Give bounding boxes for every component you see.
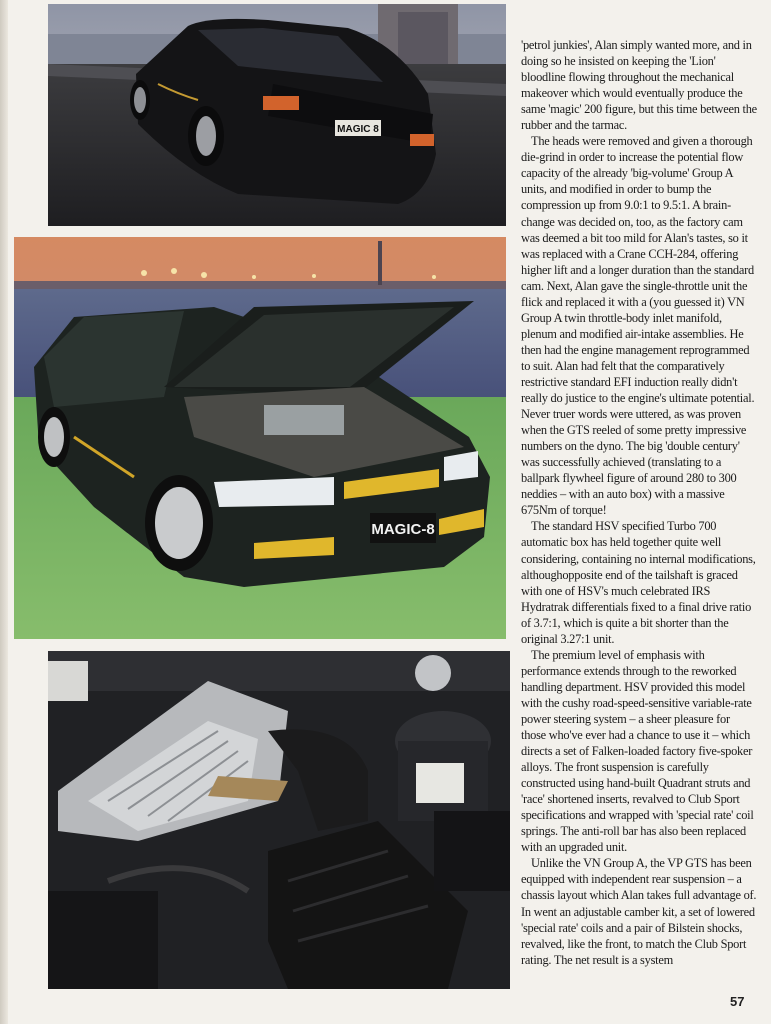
photo-car-rear	[48, 4, 506, 226]
article-paragraph: The premium level of emphasis with performance extends through to the reworked handling department. HSV provided this model with the cushy road-speed-sensitive variable-rate power steering system – a sheer pleasure for those who've ever had a chance to use it – which directs a set of Falken-loaded factory five-spoker alloys. The front suspension is carefully constructed using hand-built Quadrant struts and 'race' shortened inserts, revalved to Club Sport specifications and wrapped with 'special rate' coil springs. The anti-roll bar has also been replaced with an upgraded unit.	[521, 647, 754, 855]
article-paragraph: The standard HSV specified Turbo 700 automatic box has held together quite well considering, containing no internal modifications, althoughopposite end of the tailshaft is graced with one of HSV's much celebrated IRS Hydratrak differentials fixed to a final drive ratio of 3.7:1, which is quite a bit shorter than the original 3.27:1 unit.	[521, 519, 756, 646]
article-paragraph: Unlike the VN Group A, the VP GTS has been equipped with independent rear suspension – a chassis layout which Alan takes full advantage of. In went an adjustable camber kit, a set of lowered 'special rate' coils and a pair of Bilstein shocks, revalved, like the front, to match the Club Sport rating. The net result is a system	[521, 856, 757, 967]
photo-car-bonnet-open	[14, 237, 506, 639]
article-paragraph: The heads were removed and given a thorough die-grind in order to increase the potential flow capacity of the already 'big-volume' Group A units, and modified in order to bump the compression up from 9.0:1 to 9.5:1. A brain-change was decided on, too, as the factory cam was deemed a bit too mild for Alan's tastes, so it was replaced with a Crane CCH-284, offering higher lift and a longer duration than the standard cam. Next, Alan gave the single-throttle unit the flick and replaced it with a (you guessed it) VN Group A twin throttle-body inlet manifold, plenum and modified air-intake assemblies. He then had the engine management reprogrammed to suit. Alan had felt that the comparatively restrictive standard EFI induction really didn't really do justice to the engine's ultimate potential. Never truer words were uttered, as was proven when the GTS reeled of some pretty impressive numbers on the dyno. The big 'double century' was successfully achieved (translating to a ballpark flywheel figure of around 280 to 300 neddies – with an auto box) with a massive 675Nm of torque!	[521, 134, 755, 518]
top-plate-text: MAGIC 8	[337, 124, 379, 135]
page-number: 57	[730, 994, 745, 1009]
article-body	[521, 37, 757, 968]
article-paragraph: 'petrol junkies', Alan simply wanted more, and in doing so he insisted on keeping the 'Lion' bloodline flowing throughout the mechanical makeover which would eventually produce the same 'magic' 200 figure, but this time between the rubber and the tarmac.	[521, 38, 757, 133]
photo-engine-bay	[48, 651, 510, 989]
mid-plate-text: MAGIC-8	[371, 521, 435, 538]
page-gutter	[0, 0, 8, 1024]
